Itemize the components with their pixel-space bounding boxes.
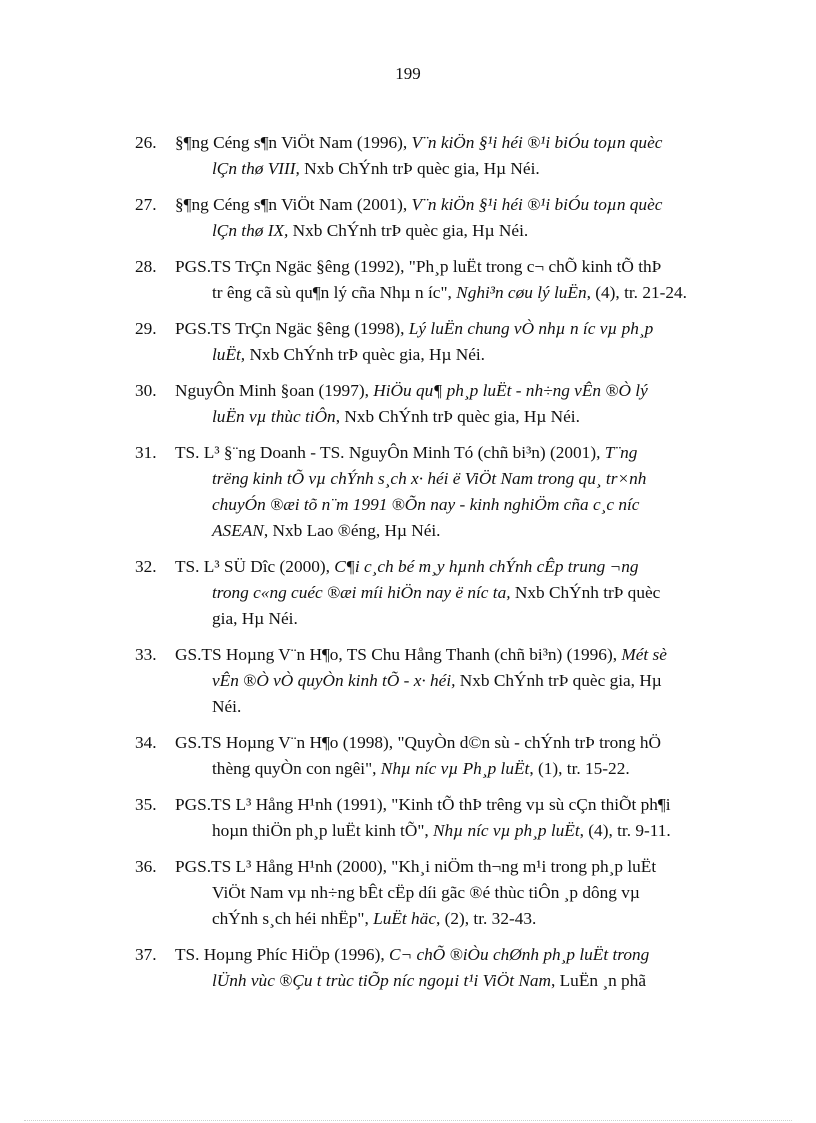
reference-text	[175, 730, 739, 782]
reference-line2-italic: vÊn ®Ò vÒ quyÒn kinh tÕ - x· héi,	[212, 671, 456, 690]
reference-text	[175, 316, 739, 368]
reference-line3-italic: LuËt häc	[373, 909, 436, 928]
reference-line2-text: Nxb ChÝnh trÞ quèc gia, Hµ	[455, 671, 662, 690]
reference-item	[135, 642, 739, 720]
reference-number: 36.	[135, 857, 157, 876]
reference-number: 26.	[135, 133, 157, 152]
reference-line1-text: TS. Hoµng Phíc HiÖp (1996),	[175, 945, 389, 964]
reference-line1-text: PGS.TS L³ Hång H¹nh (2000), "Kh¸i niÖm th¬ng m¹i trong ph¸p luËt	[175, 857, 657, 876]
page-divider	[24, 1120, 792, 1121]
reference-list	[135, 130, 739, 1004]
reference-line1-text: TS. L³ §¨ng Doanh - TS. NguyÔn Minh Tó (chñ bi³n) (2001),	[175, 443, 605, 462]
reference-text	[175, 254, 739, 306]
reference-item	[135, 792, 739, 844]
reference-item	[135, 942, 739, 994]
reference-number: 33.	[135, 645, 157, 664]
reference-item	[135, 440, 739, 544]
reference-item	[135, 130, 739, 182]
reference-line1-italic: HiÖu qu¶ ph¸p luËt - nh÷ng vÊn ®Ò lý	[373, 381, 648, 400]
reference-number: 29.	[135, 319, 157, 338]
reference-line2-italic: lÜnh vùc ®Çu t trùc tiÕp níc ngoµi t¹i ViÖt Nam	[212, 971, 551, 990]
reference-number: 37.	[135, 945, 157, 964]
reference-line3-text: chÝnh s¸ch héi nhËp",	[212, 909, 374, 928]
reference-line1-text: TS. L³ SÜ Dîc (2000),	[175, 557, 335, 576]
reference-text	[175, 440, 739, 544]
reference-line1-italic: C¬ chÕ ®iÒu chØnh ph¸p luËt trong	[388, 945, 650, 964]
reference-item	[135, 730, 739, 782]
reference-number: 34.	[135, 733, 157, 752]
reference-line2-text: Nxb ChÝnh trÞ quèc	[510, 583, 661, 602]
reference-number: 28.	[135, 257, 157, 276]
reference-line1-italic: Lý luËn chung vÒ nhµ n íc vµ ph¸p	[408, 319, 654, 338]
reference-number: 27.	[135, 195, 157, 214]
reference-line2-italic: trëng kinh tÕ vµ chÝnh s¸ch x· héi ë ViÖt Nam trong qu¸ tr×nh	[212, 469, 647, 488]
reference-text	[175, 942, 739, 994]
reference-line2-tail: , (4), tr. 21-24.	[586, 283, 687, 302]
reference-line4-text: , Nxb Lao ®éng, Hµ Néi.	[263, 521, 441, 540]
reference-line1-text: §¶ng Céng s¶n ViÖt Nam (2001),	[175, 195, 412, 214]
reference-line4-italic: ASEAN	[212, 521, 264, 540]
page-number: 199	[395, 64, 421, 83]
reference-line2-text: hoµn thiÖn ph¸p luËt kinh tÕ",	[212, 821, 434, 840]
reference-line2-italic: lÇn thø VIII,	[212, 159, 300, 178]
reference-line1-text: GS.TS Hoµng V¨n H¶o (1998), "QuyÒn d©n sù - chÝnh trÞ trong hÖ	[175, 733, 661, 752]
reference-line1-italic: Mét sè	[621, 645, 667, 664]
reference-text	[175, 378, 739, 430]
reference-line1-italic: T¨ng	[604, 443, 638, 462]
reference-line1-italic: V¨n kiÖn §¹i héi ®¹i biÓu toµn quèc	[411, 195, 663, 214]
reference-line1-text: NguyÔn Minh §oan (1997),	[175, 381, 374, 400]
reference-line2-text: , LuËn ¸n phã	[550, 971, 647, 990]
reference-line2-text: Nxb ChÝnh trÞ quèc gia, Hµ Néi.	[288, 221, 529, 240]
reference-item	[135, 854, 739, 932]
reference-line3-text: gia, Hµ Néi.	[212, 609, 298, 628]
reference-line1-text: PGS.TS TrÇn Ngäc §êng (1998),	[175, 319, 409, 338]
reference-number: 30.	[135, 381, 157, 400]
reference-line2-text: , Nxb ChÝnh trÞ quèc gia, Hµ Néi.	[335, 407, 580, 426]
reference-item	[135, 554, 739, 632]
reference-item	[135, 316, 739, 368]
reference-line2-text: Nxb ChÝnh trÞ quèc gia, Hµ Néi.	[299, 159, 540, 178]
reference-line3-text: Néi.	[212, 697, 242, 716]
reference-line2-tail: , (1), tr. 15-22.	[529, 759, 630, 778]
reference-line2-italic: trong c«ng cuéc ®æi míi hiÖn nay ë níc ta,	[212, 583, 511, 602]
reference-line2-text: ViÖt Nam vµ nh÷ng bÊt cËp díi gãc ®é thùc tiÔn ¸p dông vµ	[212, 883, 640, 902]
reference-line2-text: Nxb ChÝnh trÞ quèc gia, Hµ Néi.	[245, 345, 485, 364]
reference-line3-italic: chuyÓn ®æi tõ n¨m 1991 ®Õn nay - kinh nghiÖm cña c¸c níc	[212, 495, 640, 514]
reference-line2-tail: , (4), tr. 9-11.	[579, 821, 671, 840]
reference-line1-text: GS.TS Hoµng V¨n H¶o, TS Chu Hång Thanh (chñ bi³n) (1996),	[175, 645, 622, 664]
reference-text	[175, 642, 739, 720]
reference-line2-italic: Nhµ níc vµ Ph¸p luËt	[380, 759, 530, 778]
reference-line1-text: §¶ng Céng s¶n ViÖt Nam (1996),	[175, 133, 412, 152]
reference-number: 35.	[135, 795, 157, 814]
reference-text	[175, 854, 739, 932]
reference-item	[135, 254, 739, 306]
reference-line1-text: PGS.TS L³ Hång H¹nh (1991), "Kinh tÕ thÞ trêng vµ sù cÇn thiÕt ph¶i	[175, 795, 671, 814]
reference-number: 32.	[135, 557, 157, 576]
reference-line3-tail: , (2), tr. 32-43.	[436, 909, 537, 928]
reference-number: 31.	[135, 443, 157, 462]
reference-text	[175, 192, 739, 244]
reference-text	[175, 792, 739, 844]
reference-line2-italic: luËt,	[212, 345, 246, 364]
reference-line2-text: tr êng cã sù qu¶n lý cña Nhµ n íc",	[212, 283, 457, 302]
reference-line2-italic: Nhµ níc vµ ph¸p luËt	[433, 821, 580, 840]
reference-line1-text: PGS.TS TrÇn Ngäc §êng (1992), "Ph¸p luËt trong c¬ chÕ kinh tÕ thÞ	[175, 257, 662, 276]
reference-line2-italic: luËn vµ thùc tiÔn	[212, 407, 336, 426]
reference-text	[175, 130, 739, 182]
reference-line2-italic: Nghi³n cøu lý luËn	[456, 283, 587, 302]
reference-text	[175, 554, 739, 632]
reference-item	[135, 192, 739, 244]
reference-line2-text: thèng quyÒn con ngêi",	[212, 759, 381, 778]
reference-item	[135, 378, 739, 430]
reference-line1-italic: C¶i c¸ch bé m¸y hµnh chÝnh cÊp trung ¬ng	[334, 557, 639, 576]
reference-line1-italic: V¨n kiÖn §¹i héi ®¹i biÓu toµn quèc	[411, 133, 663, 152]
reference-line2-italic: lÇn thø IX,	[212, 221, 289, 240]
